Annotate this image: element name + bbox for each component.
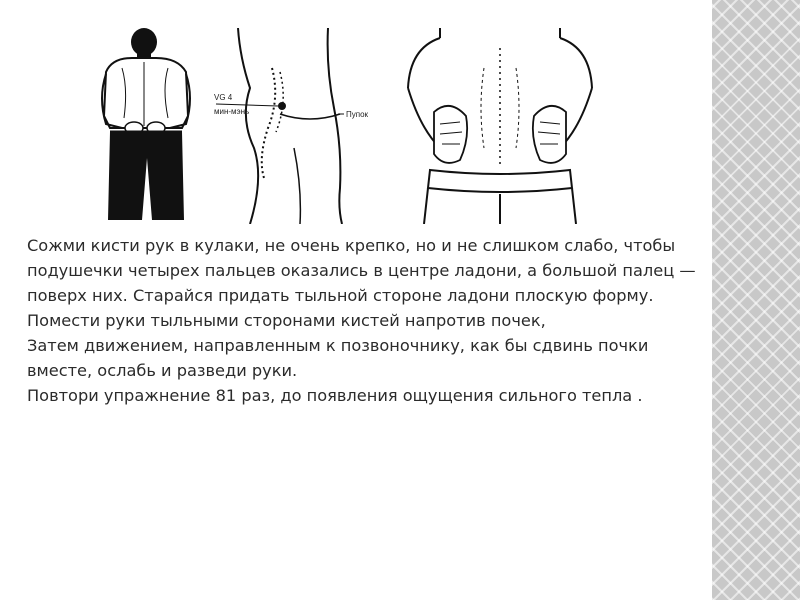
instruction-paragraph-1: Сожми кисти рук в кулаки, не очень крепко, но и не слишком слабо, чтобы подушечки четырех пальцев оказались в центре ладони, а большой палец — поверх них. Старайся придать тыльной стороне ладони плоскую форму. Помести руки тыльными сторонами кистей напротив почек, [27,236,696,330]
instruction-paragraph-2: Затем движением, направленным к позвоночнику, как бы сдвинь почки вместе, ослабь и разведи руки. [27,336,649,380]
side-view-drawing [210,28,380,224]
back-hands-drawing [400,28,600,224]
man-back-drawing [92,28,202,224]
vg4-label: VG 4 [214,93,233,102]
min-men-label: мин-мэнь [214,107,250,116]
side-view-illustration [210,28,380,224]
instruction-text [27,233,707,408]
man-back-illustration [92,28,202,224]
decorative-side-strip [712,0,800,600]
instruction-paragraph-3: Повтори упражнение 81 раз, до появления ощущения сильного тепла . [27,386,643,405]
navel-label: Пупок [346,110,369,119]
back-hands-illustration [400,28,600,224]
